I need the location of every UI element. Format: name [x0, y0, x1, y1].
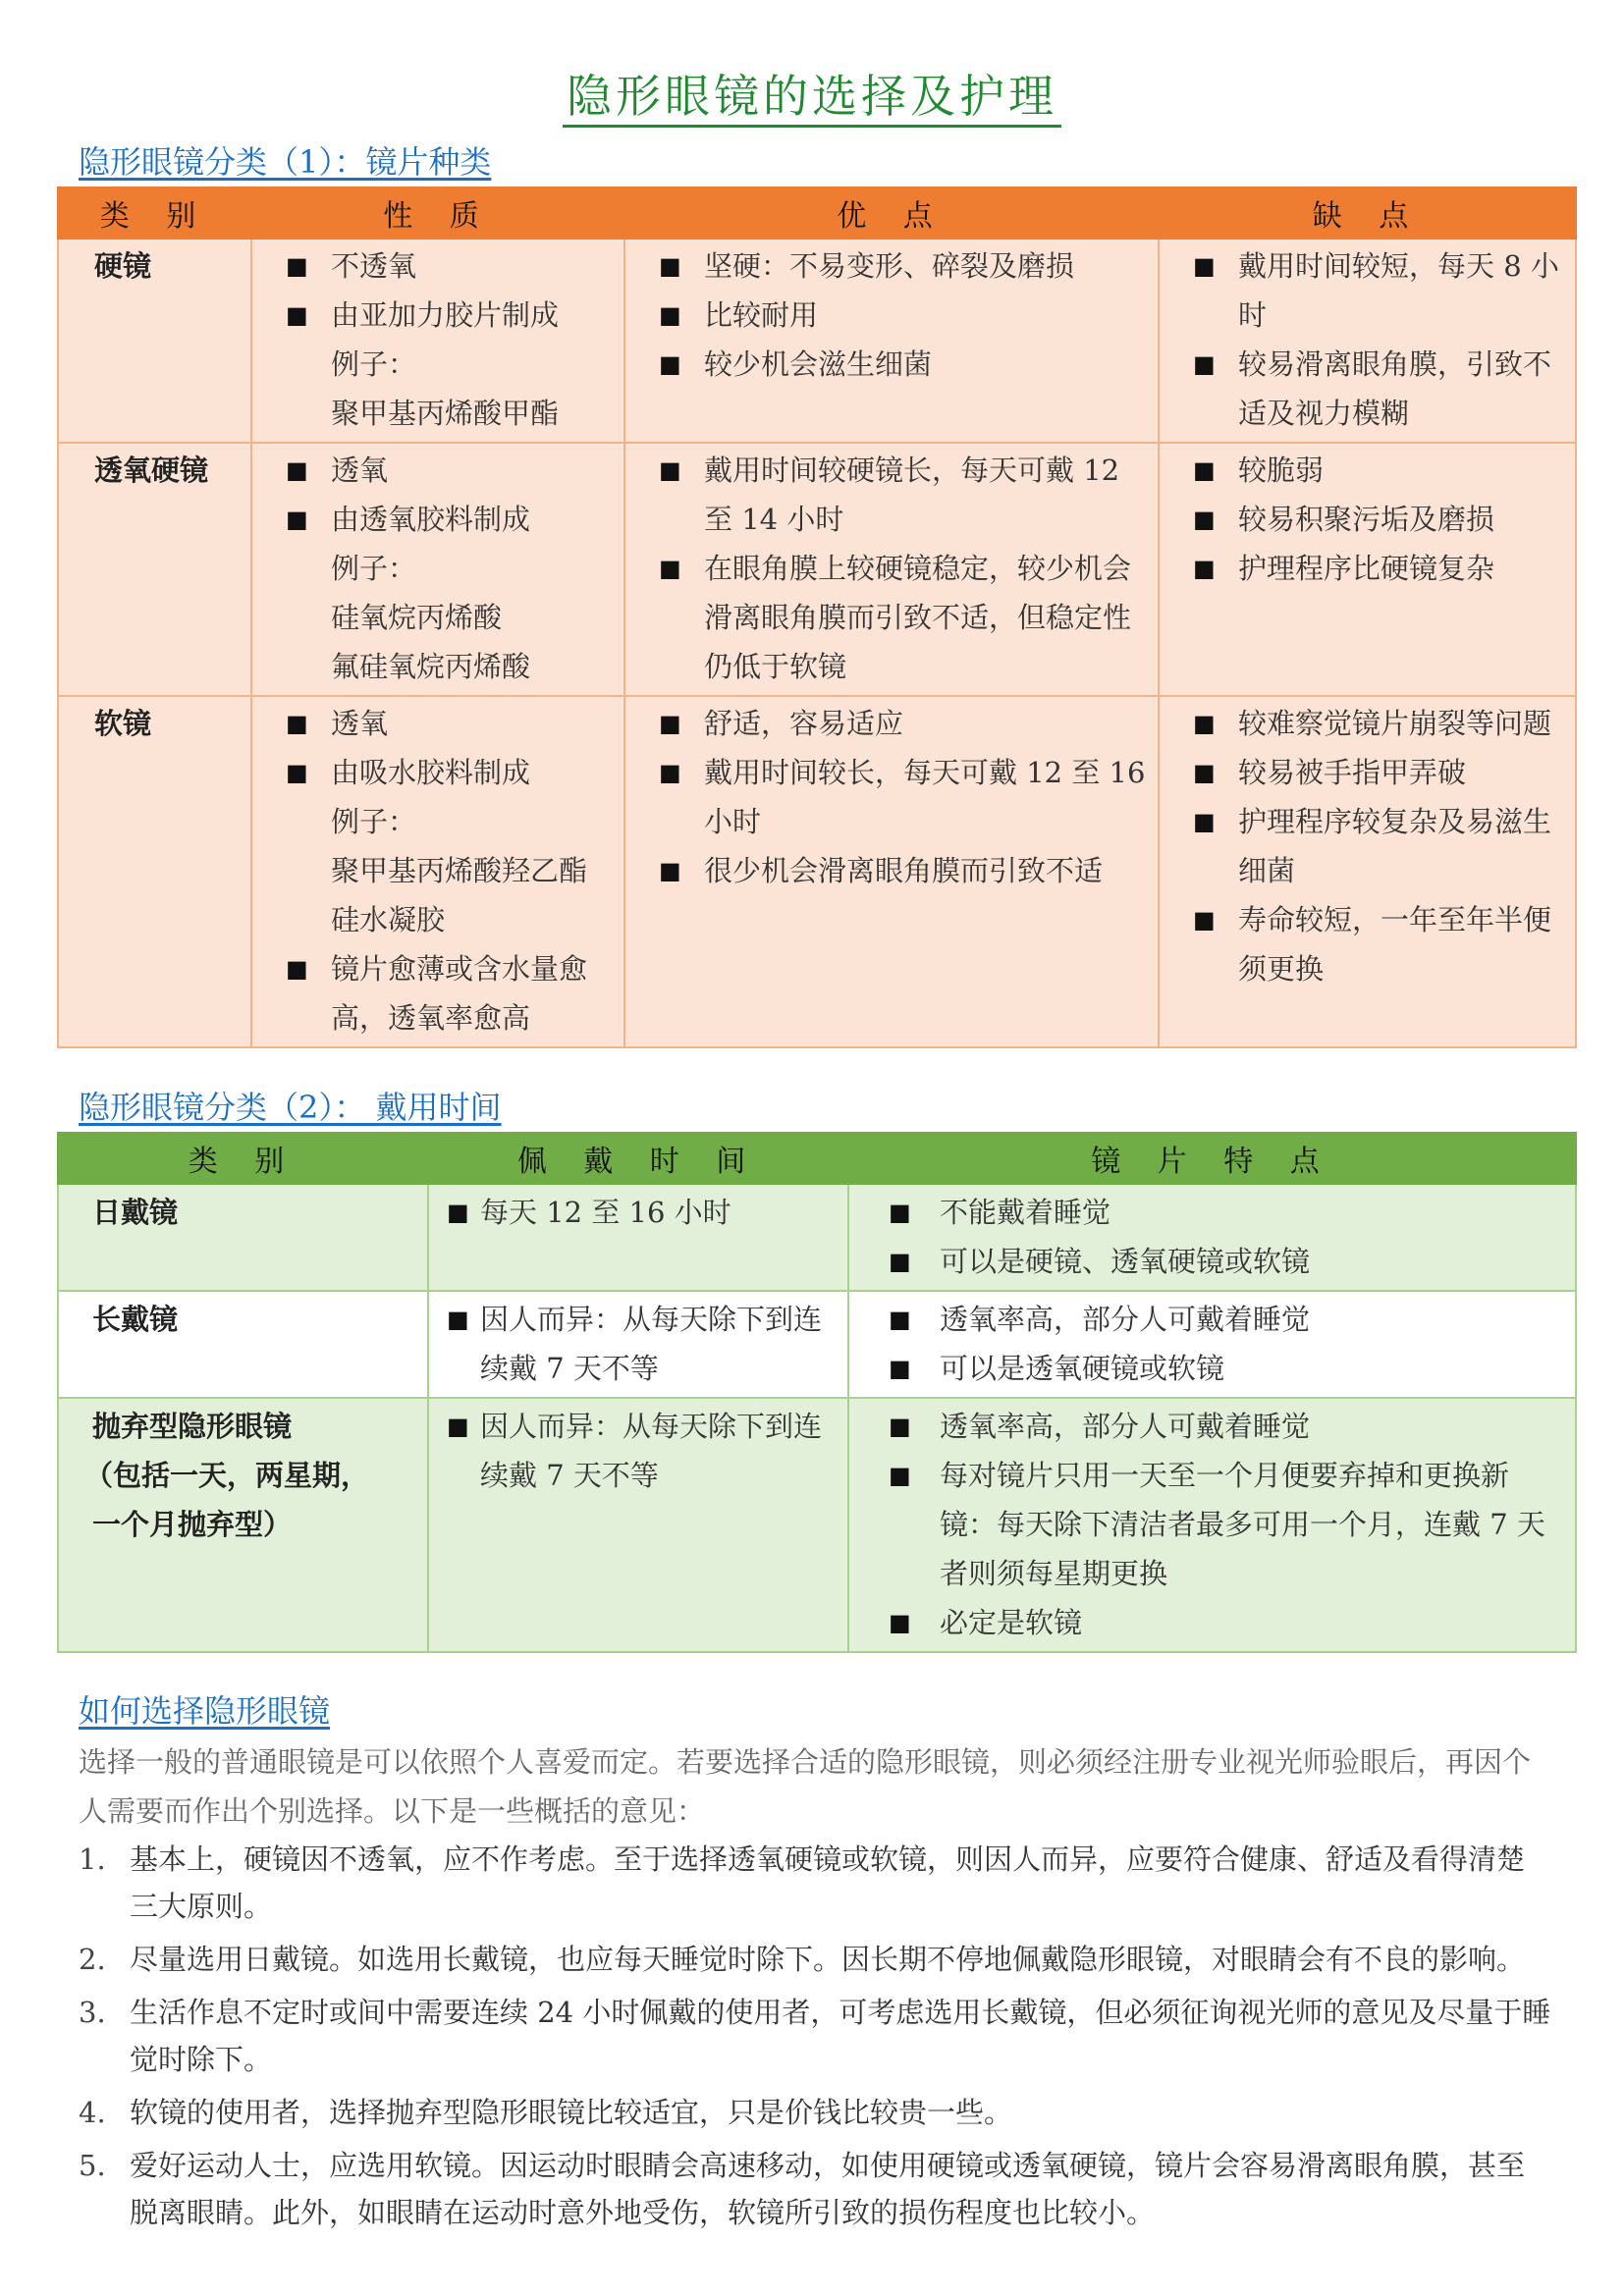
features-cell	[848, 1291, 1576, 1398]
list-item: ■ 透氧	[264, 446, 612, 495]
category-cell: 硬镜	[58, 239, 251, 443]
list-item: ■ 不透氧	[264, 241, 612, 291]
time-cell	[428, 1398, 848, 1652]
advice-item: 2. 尽量选用日戴镜。如选用长戴镜，也应每天睡觉时除下。因长期不停地佩戴隐形眼镜，对眼睛会有不良的影响。	[79, 1943, 1526, 1976]
section1-heading: 隐形眼镜分类（1）：镜片种类	[79, 143, 492, 181]
advice-item: 4. 软镜的使用者，选择抛弃型隐形眼镜比较适宜，只是价钱比较贵一些。	[79, 2096, 1013, 2129]
table-row	[58, 696, 1576, 1047]
table-row	[58, 1184, 1576, 1291]
example-label: 例子：	[331, 552, 417, 585]
table-header-row	[58, 1133, 1576, 1184]
list-item: ■ 比较耐用	[637, 291, 1146, 340]
column-header: 类 别	[58, 1133, 428, 1184]
example-text: 硅水凝胶	[331, 903, 446, 936]
column-header: 镜 片 特 点	[848, 1133, 1576, 1184]
list-item: ■ 护理程序较复杂及易滋生细菌	[1171, 797, 1563, 895]
list-item: ■ 透氧	[264, 699, 612, 748]
list-item: ■ 戴用时间较硬镜长，每天可戴 12 至 14 小时	[637, 446, 1146, 544]
list-item: ■ 由亚加力胶片制成 例子： 聚甲基丙烯酸甲酯	[264, 291, 612, 438]
wear-time-table	[57, 1132, 1577, 1653]
advice-item: 1. 基本上，硬镜因不透氧，应不作考虑。至于选择透氧硬镜或软镜，则因人而异，应要符合健康、舒适及看得清楚三大原则。	[79, 1842, 1526, 1923]
list-item: ■ 较易积聚污垢及磨损	[1171, 495, 1563, 544]
pros-cell	[624, 443, 1159, 696]
category-cell: 透氧硬镜	[58, 443, 251, 696]
example-text: 聚甲基丙烯酸羟乙酯	[331, 854, 588, 887]
list-item: ■ 因人而异：从每天除下到连续戴 7 天不等	[441, 1295, 836, 1393]
cons-cell	[1159, 696, 1576, 1047]
list-item: ■ 透氧率高，部分人可戴着睡觉	[861, 1402, 1563, 1451]
list-item: ■ 舒适，容易适应	[637, 699, 1146, 748]
list-item: ■ 镜片愈薄或含水量愈高，透氧率愈高	[264, 944, 612, 1042]
table-row	[58, 1398, 1576, 1652]
example-text: 氟硅氧烷丙烯酸	[331, 650, 531, 683]
title-text: 隐形眼镜的选择及护理	[563, 70, 1061, 128]
properties-cell	[251, 443, 624, 696]
list-item: ■ 不能戴着睡觉	[861, 1188, 1563, 1237]
lens-type-table	[57, 187, 1577, 1048]
column-header: 类 别	[58, 187, 251, 239]
list-item: ■ 较易滑离眼角膜，引致不适及视力模糊	[1171, 340, 1563, 438]
section2-heading: 隐形眼镜分类（2）： 戴用时间	[79, 1089, 502, 1126]
category-cell: 日戴镜	[58, 1184, 428, 1291]
advice-list	[79, 1836, 1551, 2242]
column-header: 优 点	[624, 187, 1159, 239]
page-title	[0, 61, 1624, 126]
example-label: 例子：	[331, 805, 417, 838]
pros-cell	[624, 239, 1159, 443]
advice-item: 3. 生活作息不定时或间中需要连续 24 小时佩戴的使用者，可考虑选用长戴镜，但必须征询视光师的意见及尽量于睡觉时除下。	[79, 1996, 1551, 2076]
table-row	[58, 239, 1576, 443]
column-header: 佩 戴 时 间	[428, 1133, 848, 1184]
list-item: ■ 戴用时间较短，每天 8 小时	[1171, 241, 1563, 340]
category-cell: 长戴镜	[58, 1291, 428, 1398]
list-item: ■ 必定是软镜	[861, 1598, 1563, 1647]
time-cell	[428, 1184, 848, 1291]
list-item: ■ 较少机会滋生细菌	[637, 340, 1146, 389]
cons-cell	[1159, 443, 1576, 696]
list-item: ■ 由吸水胶料制成 例子： 聚甲基丙烯酸羟乙酯 硅水凝胶	[264, 748, 612, 944]
list-item: ■ 戴用时间较长，每天可戴 12 至 16 小时	[637, 748, 1146, 846]
list-item: ■ 很少机会滑离眼角膜而引致不适	[637, 846, 1146, 895]
list-item: ■ 坚硬：不易变形、碎裂及磨损	[637, 241, 1146, 291]
list-item: ■ 每对镜片只用一天至一个月便要弃掉和更换新镜：每天除下清洁者最多可用一个月，连戴 7 天者则须每星期更换	[861, 1451, 1563, 1598]
table-header-row	[58, 187, 1576, 239]
list-item: ■ 寿命较短，一年至年半便须更换	[1171, 895, 1563, 993]
list-item: ■ 可以是硬镜、透氧硬镜或软镜	[861, 1237, 1563, 1286]
example-label: 例子：	[331, 347, 417, 381]
list-item: ■ 在眼角膜上较硬镜稳定，较少机会滑离眼角膜而引致不适，但稳定性仍低于软镜	[637, 544, 1146, 691]
list-item: ■ 较易被手指甲弄破	[1171, 748, 1563, 797]
properties-cell	[251, 696, 624, 1047]
advice-item: 5. 爱好运动人士，应选用软镜。因运动时眼睛会高速移动，如使用硬镜或透氧硬镜，镜片会容易滑离眼角膜，甚至脱离眼睛。此外，如眼睛在运动时意外地受伤，软镜所引致的损伤程度也比较小。	[79, 2149, 1526, 2229]
list-item: ■ 由透氧胶料制成 例子： 硅氧烷丙烯酸 氟硅氧烷丙烯酸	[264, 495, 612, 691]
features-cell	[848, 1398, 1576, 1652]
list-item: ■ 护理程序比硬镜复杂	[1171, 544, 1563, 593]
list-item: ■ 较难察觉镜片崩裂等问题	[1171, 699, 1563, 748]
example-text: 硅氧烷丙烯酸	[331, 601, 503, 634]
category-cell: 抛弃型隐形眼镜 （包括一天，两星期， 一个月抛弃型）	[58, 1398, 428, 1652]
category-cell: 软镜	[58, 696, 251, 1047]
list-item: ■ 每天 12 至 16 小时	[441, 1188, 836, 1237]
section3-heading: 如何选择隐形眼镜	[79, 1692, 331, 1730]
pros-cell	[624, 696, 1159, 1047]
table-row	[58, 443, 1576, 696]
example-text: 聚甲基丙烯酸甲酯	[331, 397, 560, 430]
time-cell	[428, 1291, 848, 1398]
properties-cell	[251, 239, 624, 443]
features-cell	[848, 1184, 1576, 1291]
cons-cell	[1159, 239, 1576, 443]
intro-paragraph: 选择一般的普通眼镜是可以依照个人喜爱而定。若要选择合适的隐形眼镜，则必须经注册专业视光师验眼后，再因个人需要而作出个别选择。以下是一些概括的意见：	[79, 1745, 1532, 1828]
column-header: 缺 点	[1159, 187, 1576, 239]
list-item: ■ 较脆弱	[1171, 446, 1563, 495]
list-item: ■ 透氧率高，部分人可戴着睡觉	[861, 1295, 1563, 1344]
list-item: ■ 因人而异：从每天除下到连续戴 7 天不等	[441, 1402, 836, 1500]
column-header: 性 质	[251, 187, 624, 239]
list-item: ■ 可以是透氧硬镜或软镜	[861, 1344, 1563, 1393]
table-row	[58, 1291, 1576, 1398]
